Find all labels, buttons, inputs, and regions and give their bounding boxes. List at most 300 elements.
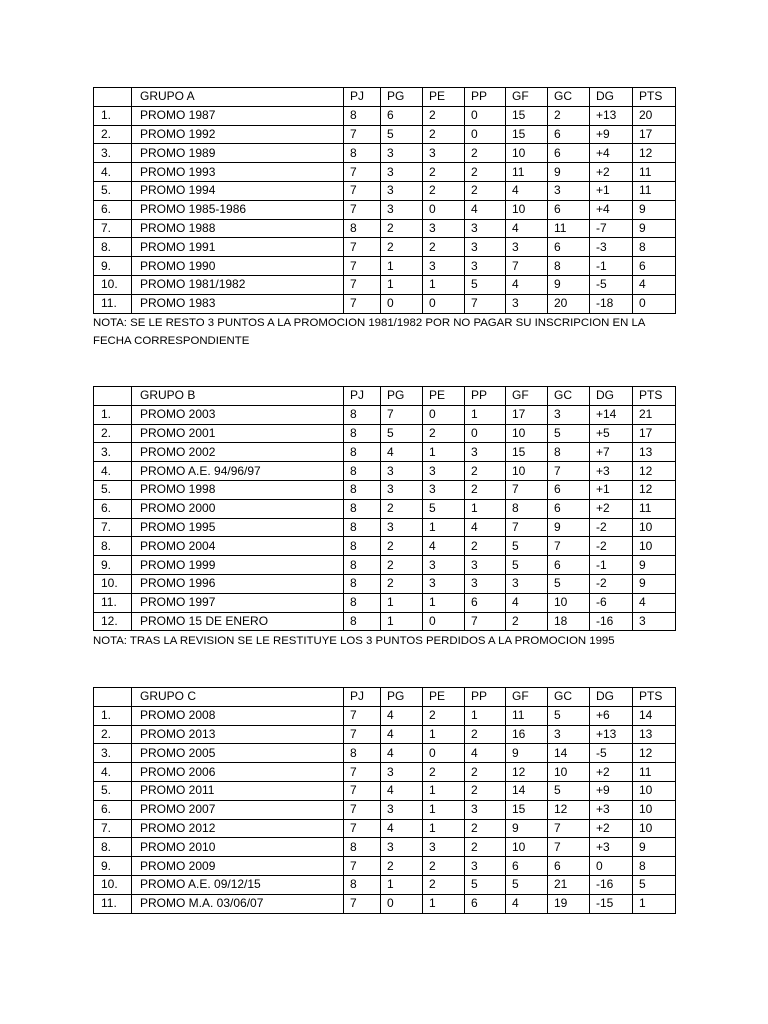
team-name-cell: PROMO 1985-1986 <box>132 200 344 219</box>
column-header: DG <box>590 688 633 707</box>
stat-cell: 5 <box>423 499 465 518</box>
stat-cell: 1 <box>381 612 423 631</box>
stat-cell: 16 <box>506 725 548 744</box>
stat-cell: 0 <box>633 294 676 313</box>
stat-cell: -1 <box>590 556 633 575</box>
header-row <box>94 688 676 707</box>
stat-cell: 6 <box>548 857 590 876</box>
stat-cell: 1 <box>381 875 423 894</box>
table-row <box>94 875 676 894</box>
stat-cell: 3 <box>381 200 423 219</box>
position-cell: 7. <box>94 819 132 838</box>
stat-cell: 2 <box>423 857 465 876</box>
stat-cell: 10 <box>633 537 676 556</box>
stat-cell: -18 <box>590 294 633 313</box>
stat-cell: 3 <box>465 443 506 462</box>
stat-cell: 3 <box>381 163 423 182</box>
stat-cell: 17 <box>506 405 548 424</box>
stat-cell: 2 <box>465 480 506 499</box>
stat-cell: 7 <box>344 800 381 819</box>
position-cell: 9. <box>94 257 132 276</box>
header-row <box>94 387 676 406</box>
team-name-cell: PROMO 2007 <box>132 800 344 819</box>
column-header: PTS <box>633 88 676 107</box>
stat-cell: 3 <box>423 838 465 857</box>
stat-cell: 4 <box>506 181 548 200</box>
stat-cell: 3 <box>423 574 465 593</box>
stat-cell: 0 <box>423 612 465 631</box>
column-header: PJ <box>344 688 381 707</box>
stat-cell: 12 <box>633 744 676 763</box>
stat-cell: 7 <box>548 838 590 857</box>
stat-cell: +13 <box>590 725 633 744</box>
stat-cell: +4 <box>590 144 633 163</box>
column-header: PP <box>465 88 506 107</box>
stat-cell: 3 <box>381 838 423 857</box>
team-name-cell: PROMO A.E. 09/12/15 <box>132 875 344 894</box>
stat-cell: 5 <box>633 875 676 894</box>
stat-cell: 1 <box>633 894 676 913</box>
position-cell: 4. <box>94 163 132 182</box>
stat-cell: 2 <box>381 574 423 593</box>
stat-cell: 1 <box>381 593 423 612</box>
stat-cell: 1 <box>423 819 465 838</box>
stat-cell: 10 <box>548 763 590 782</box>
team-name-cell: PROMO 2008 <box>132 706 344 725</box>
position-cell: 10. <box>94 875 132 894</box>
column-header: GF <box>506 688 548 707</box>
stat-cell: 1 <box>423 518 465 537</box>
table-row <box>94 257 676 276</box>
stat-cell: 8 <box>344 480 381 499</box>
team-name-cell: PROMO 2005 <box>132 744 344 763</box>
stat-cell: +3 <box>590 462 633 481</box>
stat-cell: -3 <box>590 238 633 257</box>
stat-cell: 3 <box>465 574 506 593</box>
stat-cell: 18 <box>548 612 590 631</box>
table-row <box>94 819 676 838</box>
stat-cell: 9 <box>506 744 548 763</box>
position-cell: 6. <box>94 200 132 219</box>
stat-cell: 4 <box>506 593 548 612</box>
team-name-cell: PROMO 1997 <box>132 593 344 612</box>
stat-cell: 4 <box>381 781 423 800</box>
table-row <box>94 612 676 631</box>
stat-cell: 6 <box>548 125 590 144</box>
stat-cell: -5 <box>590 275 633 294</box>
stat-cell: 1 <box>381 257 423 276</box>
stat-cell: 10 <box>548 593 590 612</box>
group-a-note: NOTA: SE LE RESTO 3 PUNTOS A LA PROMOCION 1981/1982 POR NO PAGAR SU INSCRIPCION EN LA FECHA CORRESPONDIENTE <box>93 317 645 347</box>
table-row <box>94 725 676 744</box>
stat-cell: 9 <box>633 838 676 857</box>
table-row <box>94 706 676 725</box>
stat-cell: 21 <box>548 875 590 894</box>
stat-cell: 8 <box>344 424 381 443</box>
stat-cell: 2 <box>381 556 423 575</box>
position-cell: 3. <box>94 744 132 763</box>
stat-cell: +7 <box>590 443 633 462</box>
table-row <box>94 294 676 313</box>
table-row <box>94 200 676 219</box>
stat-cell: 7 <box>344 125 381 144</box>
stat-cell: 3 <box>423 556 465 575</box>
stat-cell: +9 <box>590 781 633 800</box>
position-cell: 8. <box>94 838 132 857</box>
stat-cell: 15 <box>506 443 548 462</box>
header-cell-position <box>94 387 132 406</box>
position-cell: 5. <box>94 781 132 800</box>
header-cell-position <box>94 88 132 107</box>
stat-cell: 1 <box>423 781 465 800</box>
stat-cell: 10 <box>506 462 548 481</box>
stat-cell: 5 <box>465 875 506 894</box>
column-header: PE <box>423 88 465 107</box>
column-header: PG <box>381 88 423 107</box>
team-name-cell: PROMO 2001 <box>132 424 344 443</box>
stat-cell: 5 <box>381 424 423 443</box>
table-row <box>94 424 676 443</box>
stat-cell: 8 <box>344 612 381 631</box>
stat-cell: 10 <box>506 144 548 163</box>
table-row <box>94 480 676 499</box>
stat-cell: 7 <box>344 294 381 313</box>
stat-cell: +2 <box>590 819 633 838</box>
stat-cell: 2 <box>423 106 465 125</box>
stat-cell: 8 <box>344 106 381 125</box>
group-title: GRUPO B <box>132 387 344 406</box>
team-name-cell: PROMO 1993 <box>132 163 344 182</box>
stat-cell: 2 <box>465 781 506 800</box>
position-cell: 2. <box>94 424 132 443</box>
position-cell: 1. <box>94 106 132 125</box>
stat-cell: 5 <box>465 275 506 294</box>
stat-cell: 2 <box>465 163 506 182</box>
position-cell: 6. <box>94 499 132 518</box>
stat-cell: 10 <box>506 200 548 219</box>
stat-cell: 17 <box>633 424 676 443</box>
team-name-cell: PROMO 1990 <box>132 257 344 276</box>
stat-cell: 3 <box>465 219 506 238</box>
position-cell: 3. <box>94 443 132 462</box>
stat-cell: 20 <box>633 106 676 125</box>
stat-cell: 3 <box>465 800 506 819</box>
stat-cell: +1 <box>590 480 633 499</box>
team-name-cell: PROMO 15 DE ENERO <box>132 612 344 631</box>
stat-cell: 13 <box>633 443 676 462</box>
stat-cell: 8 <box>548 443 590 462</box>
stat-cell: 8 <box>344 499 381 518</box>
stat-cell: 8 <box>506 499 548 518</box>
stat-cell: 9 <box>633 574 676 593</box>
stat-cell: 9 <box>548 275 590 294</box>
table-row <box>94 518 676 537</box>
stat-cell: 3 <box>423 219 465 238</box>
column-header: PJ <box>344 88 381 107</box>
stat-cell: 13 <box>633 725 676 744</box>
column-header: PTS <box>633 387 676 406</box>
stat-cell: 2 <box>423 763 465 782</box>
table-row <box>94 574 676 593</box>
stat-cell: 3 <box>506 294 548 313</box>
table-row <box>94 443 676 462</box>
stat-cell: 7 <box>506 518 548 537</box>
column-header: PJ <box>344 387 381 406</box>
stat-cell: 3 <box>548 725 590 744</box>
team-name-cell: PROMO 1994 <box>132 181 344 200</box>
table-row <box>94 219 676 238</box>
column-header: PP <box>465 688 506 707</box>
stat-cell: 19 <box>548 894 590 913</box>
stat-cell: 2 <box>423 238 465 257</box>
stat-cell: 2 <box>423 875 465 894</box>
stat-cell: 0 <box>465 106 506 125</box>
column-header: GF <box>506 387 548 406</box>
stat-cell: 10 <box>633 819 676 838</box>
stat-cell: 6 <box>548 480 590 499</box>
stat-cell: 0 <box>465 125 506 144</box>
stat-cell: 4 <box>465 518 506 537</box>
stat-cell: -16 <box>590 612 633 631</box>
table-row <box>94 275 676 294</box>
table-row <box>94 106 676 125</box>
stat-cell: 5 <box>548 574 590 593</box>
stat-cell: 1 <box>423 725 465 744</box>
stat-cell: 11 <box>633 163 676 182</box>
column-header: GC <box>548 88 590 107</box>
stat-cell: +1 <box>590 181 633 200</box>
stat-cell: 8 <box>344 518 381 537</box>
stat-cell: 8 <box>344 744 381 763</box>
stat-cell: 10 <box>633 800 676 819</box>
stat-cell: +2 <box>590 499 633 518</box>
stat-cell: 7 <box>344 257 381 276</box>
stat-cell: 7 <box>344 706 381 725</box>
group-title: GRUPO A <box>132 88 344 107</box>
stat-cell: 9 <box>548 518 590 537</box>
stat-cell: 7 <box>548 537 590 556</box>
stat-cell: 4 <box>506 894 548 913</box>
stat-cell: 12 <box>548 800 590 819</box>
stat-cell: 7 <box>344 275 381 294</box>
stat-cell: -7 <box>590 219 633 238</box>
stat-cell: 0 <box>423 294 465 313</box>
stat-cell: 2 <box>381 857 423 876</box>
stat-cell: 4 <box>381 819 423 838</box>
stat-cell: 1 <box>465 499 506 518</box>
stat-cell: 9 <box>548 163 590 182</box>
table-row <box>94 144 676 163</box>
stat-cell: 2 <box>465 462 506 481</box>
column-header: PE <box>423 387 465 406</box>
team-name-cell: PROMO 1992 <box>132 125 344 144</box>
stat-cell: 6 <box>548 200 590 219</box>
stat-cell: 4 <box>381 706 423 725</box>
stat-cell: 9 <box>633 200 676 219</box>
stat-cell: 2 <box>423 181 465 200</box>
stat-cell: 7 <box>506 480 548 499</box>
team-name-cell: PROMO 2006 <box>132 763 344 782</box>
stat-cell: 6 <box>381 106 423 125</box>
stat-cell: 0 <box>423 744 465 763</box>
stat-cell: 2 <box>548 106 590 125</box>
table-row <box>94 181 676 200</box>
stat-cell: 3 <box>381 181 423 200</box>
stat-cell: 7 <box>548 462 590 481</box>
stat-cell: +5 <box>590 424 633 443</box>
stat-cell: 2 <box>465 725 506 744</box>
table-row <box>94 857 676 876</box>
stat-cell: 3 <box>381 800 423 819</box>
table-row <box>94 744 676 763</box>
stat-cell: 7 <box>344 181 381 200</box>
stat-cell: 8 <box>633 238 676 257</box>
stat-cell: 8 <box>344 144 381 163</box>
stat-cell: 2 <box>381 238 423 257</box>
stat-cell: 21 <box>633 405 676 424</box>
stat-cell: 4 <box>633 593 676 612</box>
stat-cell: 0 <box>590 857 633 876</box>
stat-cell: 2 <box>423 125 465 144</box>
position-cell: 7. <box>94 219 132 238</box>
position-cell: 9. <box>94 556 132 575</box>
stat-cell: +13 <box>590 106 633 125</box>
stat-cell: 3 <box>381 763 423 782</box>
team-name-cell: PROMO 1995 <box>132 518 344 537</box>
group-c-table <box>93 687 676 914</box>
stat-cell: 6 <box>465 894 506 913</box>
stat-cell: 11 <box>506 163 548 182</box>
stat-cell: -1 <box>590 257 633 276</box>
stat-cell: 6 <box>548 499 590 518</box>
stat-cell: -6 <box>590 593 633 612</box>
group-b-table <box>93 386 676 631</box>
group-title: GRUPO C <box>132 688 344 707</box>
team-name-cell: PROMO 1998 <box>132 480 344 499</box>
stat-cell: 14 <box>506 781 548 800</box>
stat-cell: 1 <box>423 894 465 913</box>
team-name-cell: PROMO 1999 <box>132 556 344 575</box>
group-a-table <box>93 87 676 314</box>
table-row <box>94 763 676 782</box>
stat-cell: 6 <box>548 556 590 575</box>
stat-cell: 7 <box>344 725 381 744</box>
table-row <box>94 556 676 575</box>
team-name-cell: PROMO 2013 <box>132 725 344 744</box>
stat-cell: 14 <box>633 706 676 725</box>
stat-cell: 8 <box>548 257 590 276</box>
table-row <box>94 163 676 182</box>
stat-cell: 10 <box>506 424 548 443</box>
stat-cell: 8 <box>344 443 381 462</box>
stat-cell: 7 <box>548 819 590 838</box>
column-header: PG <box>381 387 423 406</box>
stat-cell: 3 <box>423 144 465 163</box>
stat-cell: 4 <box>633 275 676 294</box>
position-cell: 2. <box>94 725 132 744</box>
stat-cell: 2 <box>381 537 423 556</box>
position-cell: 4. <box>94 763 132 782</box>
stat-cell: 20 <box>548 294 590 313</box>
stat-cell: 10 <box>633 518 676 537</box>
stat-cell: 2 <box>381 499 423 518</box>
stat-cell: 8 <box>344 405 381 424</box>
stat-cell: 8 <box>344 838 381 857</box>
stat-cell: 11 <box>633 763 676 782</box>
table-row <box>94 537 676 556</box>
team-name-cell: PROMO 2004 <box>132 537 344 556</box>
stat-cell: 11 <box>506 706 548 725</box>
stat-cell: 4 <box>465 744 506 763</box>
stat-cell: +6 <box>590 706 633 725</box>
stat-cell: 11 <box>633 181 676 200</box>
stat-cell: 2 <box>423 424 465 443</box>
stat-cell: 5 <box>506 537 548 556</box>
stat-cell: -5 <box>590 744 633 763</box>
stat-cell: 3 <box>506 238 548 257</box>
stat-cell: 7 <box>344 763 381 782</box>
stat-cell: 6 <box>633 257 676 276</box>
stat-cell: 7 <box>381 405 423 424</box>
stat-cell: 6 <box>506 857 548 876</box>
position-cell: 5. <box>94 181 132 200</box>
stat-cell: 8 <box>344 462 381 481</box>
stat-cell: 12 <box>506 763 548 782</box>
stat-cell: 7 <box>344 894 381 913</box>
stat-cell: 0 <box>381 894 423 913</box>
stat-cell: 15 <box>506 106 548 125</box>
stat-cell: 1 <box>423 443 465 462</box>
stat-cell: 15 <box>506 800 548 819</box>
stat-cell: 4 <box>506 275 548 294</box>
stat-cell: +9 <box>590 125 633 144</box>
stat-cell: 7 <box>344 238 381 257</box>
stat-cell: 0 <box>423 405 465 424</box>
stat-cell: 5 <box>548 781 590 800</box>
column-header: PTS <box>633 688 676 707</box>
stat-cell: 17 <box>633 125 676 144</box>
stat-cell: 10 <box>633 781 676 800</box>
stat-cell: 3 <box>381 462 423 481</box>
stat-cell: 3 <box>423 257 465 276</box>
stat-cell: 11 <box>548 219 590 238</box>
stat-cell: 9 <box>506 819 548 838</box>
stat-cell: 8 <box>344 537 381 556</box>
position-cell: 10. <box>94 275 132 294</box>
stat-cell: 1 <box>423 593 465 612</box>
team-name-cell: PROMO 1989 <box>132 144 344 163</box>
stat-cell: 3 <box>465 238 506 257</box>
stat-cell: -2 <box>590 574 633 593</box>
column-header: DG <box>590 387 633 406</box>
stat-cell: 10 <box>506 838 548 857</box>
stat-cell: 8 <box>344 593 381 612</box>
stat-cell: 3 <box>381 518 423 537</box>
position-cell: 10. <box>94 574 132 593</box>
position-cell: 8. <box>94 238 132 257</box>
stat-cell: 1 <box>423 275 465 294</box>
stat-cell: 3 <box>548 181 590 200</box>
stat-cell: 3 <box>465 556 506 575</box>
stat-cell: 3 <box>381 480 423 499</box>
stat-cell: 4 <box>506 219 548 238</box>
table-row <box>94 800 676 819</box>
stat-cell: 2 <box>465 144 506 163</box>
team-name-cell: PROMO M.A. 03/06/07 <box>132 894 344 913</box>
stat-cell: 0 <box>381 294 423 313</box>
stat-cell: 11 <box>633 499 676 518</box>
team-name-cell: PROMO 1981/1982 <box>132 275 344 294</box>
